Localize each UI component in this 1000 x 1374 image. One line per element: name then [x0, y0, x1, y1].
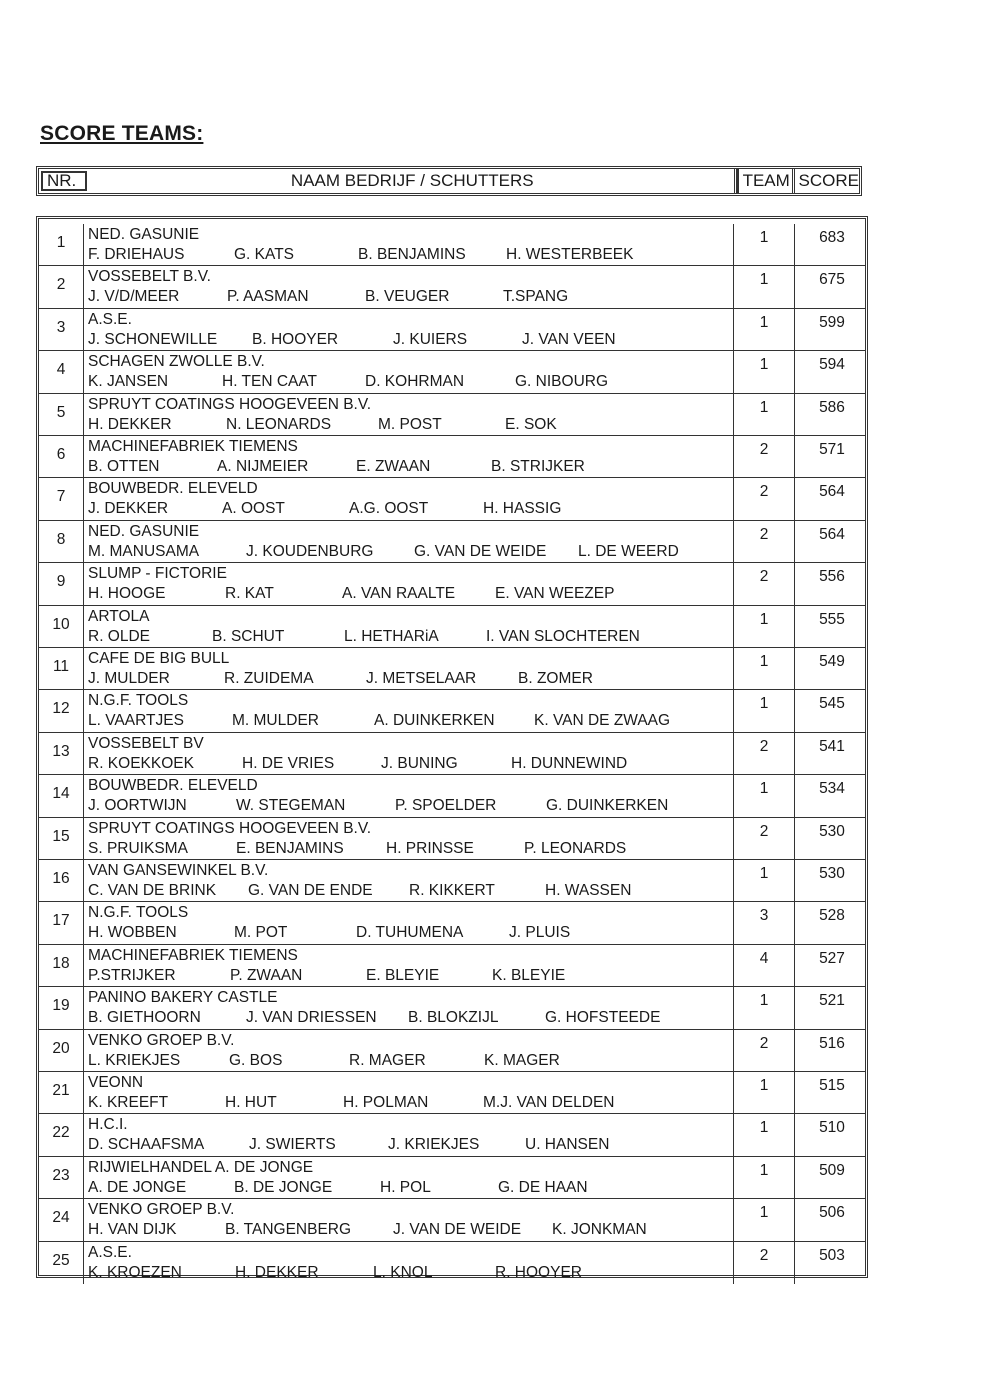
row-shooter: D. TUHUMENA: [356, 924, 464, 942]
table-row: [39, 351, 865, 393]
table-row: [39, 648, 865, 690]
row-shooter: R. ZUIDEMA: [224, 670, 314, 687]
row-nr: 7: [39, 478, 84, 519]
row-shooter: B. DE JONGE: [234, 1178, 333, 1196]
row-shooter: H. HOOGE: [88, 585, 166, 603]
row-shooter: H. TEN CAAT: [222, 373, 318, 391]
row-shooter: W. STEGEMAN: [236, 797, 346, 815]
header-nr: NR.: [41, 171, 87, 191]
row-company: NED. GASUNIE: [88, 226, 200, 243]
row-team: 1: [733, 1114, 795, 1155]
row-nr: 6: [39, 436, 84, 477]
row-score: 571: [819, 441, 845, 458]
row-shooter: N. LEONARDS: [226, 415, 332, 433]
table-row: [39, 1242, 865, 1284]
row-company: VAN GANSEWINKEL B.V.: [88, 862, 269, 879]
row-company: BOUWBEDR. ELEVELD: [88, 777, 258, 795]
row-shooter: J. MULDER: [88, 670, 170, 687]
row-shooter: L. HETHARiA: [344, 627, 439, 645]
row-score: 534: [819, 780, 845, 798]
row-shooter: H. HASSIG: [483, 500, 562, 518]
row-nr: 19: [39, 987, 84, 1028]
row-shooter: J. METSELAAR: [366, 670, 477, 687]
row-shooter: R. MAGER: [349, 1051, 426, 1069]
header-team: TEAM: [737, 169, 795, 193]
row-team: 1: [733, 224, 795, 265]
row-company: A.S.E.: [88, 310, 132, 328]
row-nr: 8: [39, 521, 84, 562]
row-score: 556: [819, 568, 845, 586]
row-score: 516: [819, 1034, 845, 1052]
row-score: 541: [819, 737, 845, 755]
row-team: 1: [733, 860, 795, 901]
row-shooter: K. KROEZEN: [88, 1263, 182, 1281]
row-shooter: G. NIBOURG: [515, 373, 609, 391]
row-score: 599: [819, 313, 845, 331]
row-nr: 3: [39, 309, 84, 350]
row-shooter: A. DE JONGE: [88, 1178, 187, 1196]
table-row: [39, 733, 865, 775]
row-shooter: A. VAN RAALTE: [342, 585, 456, 603]
row-nr: 11: [39, 648, 84, 689]
row-team: 1: [733, 351, 795, 392]
row-nr: 23: [39, 1157, 84, 1198]
table-row: [39, 563, 865, 605]
table-row: [39, 1199, 865, 1241]
row-shooter: B. HOOYER: [252, 330, 339, 348]
row-shooter: J. VAN DRIESSEN: [246, 1009, 377, 1027]
row-shooter: J. DEKKER: [88, 500, 169, 518]
row-score: 586: [819, 398, 845, 416]
table-row: [39, 436, 865, 478]
row-company: MACHINEFABRIEK TIEMENS: [88, 946, 298, 964]
row-nr: 17: [39, 902, 84, 943]
row-company: VOSSEBELT BV: [88, 734, 204, 752]
row-shooter: K. MAGER: [484, 1051, 560, 1069]
row-company: N.G.F. TOOLS: [88, 692, 189, 710]
row-shooter: H. WESTERBEEK: [506, 246, 634, 263]
row-score: 555: [819, 610, 845, 628]
row-shooter: H. HUT: [225, 1094, 277, 1111]
row-shooter: H. DEKKER: [88, 415, 172, 433]
row-score: 506: [819, 1204, 845, 1222]
row-nr: 12: [39, 690, 84, 731]
row-shooter: J. KRIEKJES: [388, 1136, 480, 1154]
row-shooter: P. LEONARDS: [524, 839, 627, 857]
table-row: [39, 521, 865, 563]
table-row: [39, 266, 865, 308]
row-team: 1: [733, 690, 795, 731]
score-table: [36, 216, 868, 1281]
row-score: 528: [819, 907, 845, 925]
row-score: 675: [819, 271, 845, 289]
row-team: 2: [733, 1030, 795, 1071]
row-shooter: E. VAN WEEZEP: [495, 585, 615, 603]
row-nr: 4: [39, 351, 84, 392]
row-company: A.S.E.: [88, 1243, 132, 1261]
table-row: [39, 902, 865, 944]
row-shooter: K. JONKMAN: [552, 1221, 647, 1239]
row-nr: 21: [39, 1072, 84, 1113]
row-shooter: B. BENJAMINS: [358, 246, 466, 263]
row-nr: 25: [39, 1242, 84, 1284]
row-nr: 5: [39, 394, 84, 435]
row-shooter: M. MANUSAMA: [88, 542, 200, 560]
row-shooter: I. VAN SLOCHTEREN: [486, 627, 640, 645]
table-row: [39, 606, 865, 648]
row-shooter: E. BENJAMINS: [236, 839, 344, 857]
row-shooter: J. OORTWIJN: [88, 797, 187, 815]
header-naam: NAAM BEDRIJF / SCHUTTERS: [87, 169, 737, 193]
row-nr: 22: [39, 1114, 84, 1155]
table-row: [39, 1157, 865, 1199]
row-shooter: F. DRIEHAUS: [88, 246, 185, 263]
row-shooter: L. KRIEKJES: [88, 1051, 181, 1069]
row-team: 1: [733, 266, 795, 307]
row-score: 594: [819, 356, 845, 374]
page-title: SCORE TEAMS:: [40, 122, 204, 145]
row-score: 564: [819, 483, 845, 501]
row-score: 509: [819, 1161, 845, 1179]
row-shooter: A.G. OOST: [349, 500, 429, 518]
row-team: 1: [733, 606, 795, 647]
table-row: [39, 224, 865, 266]
row-score: 530: [819, 865, 845, 882]
row-company: VEONN: [88, 1074, 144, 1091]
row-shooter: T.SPANG: [503, 288, 569, 306]
row-shooter: H. WASSEN: [545, 882, 632, 899]
row-shooter: R. KOEKKOEK: [88, 754, 194, 772]
row-shooter: M. POT: [234, 924, 288, 942]
row-company: H.C.I.: [88, 1116, 128, 1134]
row-shooter: P.STRIJKER: [88, 966, 176, 984]
row-company: RIJWIELHANDEL A. DE JONGE: [88, 1158, 314, 1176]
table-row: [39, 945, 865, 987]
row-score: 521: [819, 992, 845, 1010]
row-shooter: G. DUINKERKEN: [546, 797, 669, 815]
row-company: CAFE DE BIG BULL: [88, 650, 230, 667]
row-shooter: H. DEKKER: [235, 1263, 319, 1281]
row-nr: 2: [39, 266, 84, 307]
row-shooter: D. SCHAAFSMA: [88, 1136, 205, 1154]
row-score: 530: [819, 822, 845, 840]
row-nr: 13: [39, 733, 84, 774]
row-company: VOSSEBELT B.V.: [88, 268, 211, 286]
row-score: 510: [819, 1119, 845, 1137]
table-row: [39, 775, 865, 817]
table-row: [39, 309, 865, 351]
row-shooter: M. POST: [378, 415, 442, 433]
table-row: [39, 818, 865, 860]
row-team: 2: [733, 818, 795, 859]
row-shooter: K. JANSEN: [88, 373, 169, 391]
row-shooter: B. OTTEN: [88, 458, 160, 475]
row-shooter: H. VAN DIJK: [88, 1221, 177, 1239]
row-shooter: U. HANSEN: [525, 1136, 610, 1154]
row-shooter: H. DUNNEWIND: [511, 754, 628, 772]
row-team: 1: [733, 1199, 795, 1240]
row-shooter: E. BLEYIE: [366, 966, 440, 984]
row-score: 515: [819, 1077, 845, 1094]
row-nr: 15: [39, 818, 84, 859]
table-row: [39, 394, 865, 436]
row-shooter: A. OOST: [222, 500, 285, 518]
row-company: SPRUYT COATINGS HOOGEVEEN B.V.: [88, 819, 372, 837]
row-company: PANINO BAKERY CASTLE: [88, 989, 278, 1007]
row-shooter: E. SOK: [505, 415, 557, 433]
row-company: N.G.F. TOOLS: [88, 904, 189, 922]
row-shooter: K. VAN DE ZWAAG: [534, 712, 671, 730]
row-shooter: P. ZWAAN: [230, 966, 303, 984]
row-shooter: B. GIETHOORN: [88, 1009, 201, 1027]
row-shooter: P. SPOELDER: [395, 797, 497, 815]
row-shooter: K. KREEFT: [88, 1094, 169, 1111]
row-nr: 1: [39, 224, 84, 265]
row-shooter: P. AASMAN: [227, 288, 309, 306]
row-team: 3: [733, 902, 795, 943]
row-shooter: J. SCHONEWILLE: [88, 330, 218, 348]
row-company: VENKO GROEP B.V.: [88, 1201, 235, 1219]
row-team: 2: [733, 733, 795, 774]
row-team: 2: [733, 521, 795, 562]
row-shooter: J. PLUIS: [509, 924, 571, 942]
row-shooter: B. SCHUT: [212, 627, 285, 645]
row-score: 503: [819, 1246, 845, 1264]
row-company: ARTOLA: [88, 607, 150, 625]
row-shooter: B. VEUGER: [365, 288, 450, 306]
row-team: 2: [733, 436, 795, 477]
row-team: 1: [733, 648, 795, 689]
row-team: 1: [733, 1157, 795, 1198]
row-shooter: H. POLMAN: [343, 1094, 429, 1111]
row-shooter: B. BLOKZIJL: [408, 1009, 499, 1027]
row-nr: 10: [39, 606, 84, 647]
row-company: VENKO GROEP B.V.: [88, 1031, 235, 1049]
row-shooter: B. ZOMER: [518, 670, 593, 687]
row-shooter: S. PRUIKSMA: [88, 839, 188, 857]
row-shooter: G. DE HAAN: [498, 1178, 588, 1196]
row-shooter: G. BOS: [229, 1051, 283, 1069]
row-shooter: R. KAT: [225, 585, 274, 603]
table-row: [39, 690, 865, 732]
row-shooter: J. KUIERS: [393, 330, 468, 348]
header-score: SCORE: [798, 171, 859, 190]
table-header: [36, 166, 862, 196]
row-shooter: L. VAARTJES: [88, 712, 184, 730]
row-nr: 9: [39, 563, 84, 604]
row-company: SCHAGEN ZWOLLE B.V.: [88, 353, 265, 371]
row-team: 1: [733, 987, 795, 1028]
row-nr: 16: [39, 860, 84, 901]
table-row: [39, 1072, 865, 1114]
row-shooter: B. TANGENBERG: [225, 1221, 352, 1239]
row-team: 1: [733, 1072, 795, 1113]
table-row: [39, 1030, 865, 1072]
row-shooter: M. MULDER: [232, 712, 319, 730]
row-nr: 18: [39, 945, 84, 986]
row-shooter: D. KOHRMAN: [365, 373, 465, 391]
row-shooter: A. DUINKERKEN: [374, 712, 495, 730]
row-shooter: G. VAN DE WEIDE: [414, 542, 547, 560]
row-shooter: H. DE VRIES: [242, 754, 335, 772]
row-score: 549: [819, 653, 845, 670]
row-shooter: J. SWIERTS: [249, 1136, 336, 1154]
row-score: 527: [819, 949, 845, 967]
row-company: NED. GASUNIE: [88, 522, 200, 540]
row-nr: 24: [39, 1199, 84, 1240]
row-team: 2: [733, 563, 795, 604]
row-shooter: J. VAN VEEN: [522, 330, 616, 348]
row-shooter: C. VAN DE BRINK: [88, 882, 217, 899]
table-row: [39, 860, 865, 902]
row-shooter: H. WOBBEN: [88, 924, 177, 942]
row-score: 683: [819, 229, 845, 246]
row-company: BOUWBEDR. ELEVELD: [88, 480, 258, 498]
row-shooter: J. VAN DE WEIDE: [393, 1221, 522, 1239]
row-company: SLUMP - FICTORIE: [88, 565, 227, 583]
row-shooter: G. HOFSTEEDE: [545, 1009, 661, 1027]
row-team: 1: [733, 309, 795, 350]
row-shooter: J. V/D/MEER: [88, 288, 180, 306]
row-team: 1: [733, 394, 795, 435]
row-nr: 14: [39, 775, 84, 816]
table-row: [39, 478, 865, 520]
row-shooter: B. STRIJKER: [491, 458, 585, 475]
row-company: SPRUYT COATINGS HOOGEVEEN B.V.: [88, 395, 372, 413]
row-shooter: R. OLDE: [88, 627, 151, 645]
row-shooter: R. KIKKERT: [409, 882, 495, 899]
row-shooter: H. POL: [380, 1178, 431, 1196]
row-company: MACHINEFABRIEK TIEMENS: [88, 438, 298, 455]
row-shooter: E. ZWAAN: [356, 458, 431, 475]
table-row: [39, 1114, 865, 1156]
row-shooter: L. DE WEERD: [578, 542, 679, 560]
row-shooter: K. BLEYIE: [492, 966, 566, 984]
row-team: 2: [733, 478, 795, 519]
row-shooter: H. PRINSSE: [386, 839, 474, 857]
row-score: 545: [819, 695, 845, 713]
row-team: 4: [733, 945, 795, 986]
row-shooter: J. KOUDENBURG: [246, 542, 374, 560]
row-team: 2: [733, 1242, 795, 1284]
row-nr: 20: [39, 1030, 84, 1071]
row-score: 564: [819, 525, 845, 543]
row-shooter: G. KATS: [234, 246, 295, 263]
row-shooter: R. HOOYER: [495, 1263, 582, 1281]
row-shooter: L. KNOL: [373, 1263, 433, 1281]
table-row: [39, 987, 865, 1029]
row-shooter: M.J. VAN DELDEN: [483, 1094, 615, 1111]
row-shooter: G. VAN DE ENDE: [248, 882, 373, 899]
row-team: 1: [733, 775, 795, 816]
row-shooter: J. BUNING: [381, 754, 458, 772]
row-shooter: A. NIJMEIER: [217, 458, 309, 475]
